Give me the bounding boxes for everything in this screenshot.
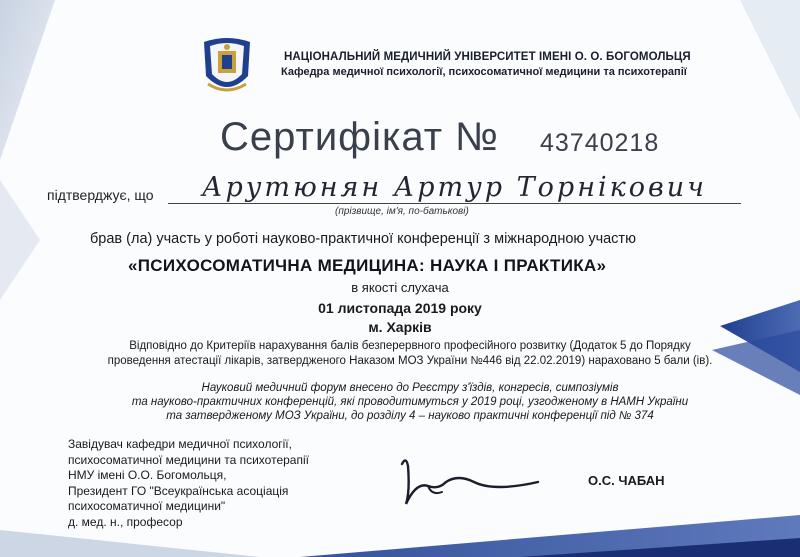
participation-text: брав (ла) участь у роботі науково-практичної конференції з міжнародною участю [90,231,636,247]
department-name: Кафедра медичної психології, психосоматичної медицини та психотерапії [281,66,687,78]
signer-line: д. мед. н., професор [68,514,183,529]
note-line: та науково-практичних конференцій, які проводитимуться у 2019 році, узгодженому в НАМН України [131,396,689,408]
confirms-label: підтверджує, що [47,187,154,203]
signer-name: О.С. ЧАБАН [588,473,665,488]
criteria-line: проведення атестації лікарів, затвердженого Наказом МОЗ України №446 від 22.02.2019) нараховано 5 бали (ів). [107,355,713,367]
signer-line: психосоматичної медицини" [68,499,226,513]
signer-line: Завідувач кафедри медичної психології, [68,437,292,451]
signer-title [68,437,309,530]
signer-line: Президент ГО "Всеукраїнська асоціація [68,483,289,498]
conference-title: «ПСИХОСОМАТИЧНА МЕДИЦИНА: НАУКА І ПРАКТИКА» [128,256,607,275]
event-city: м. Харків [368,319,432,335]
signer-line: НМУ імені О.О. Богомольця, [68,468,227,482]
certificate-number: 43740218 [540,129,660,157]
university-crest-icon [198,36,256,96]
note-line: Науковий медичний форум внесено до Реєстру з'їздів, конгресів, симпозіумів [201,382,619,394]
signer-line: психосоматичної медицини та психотерапії [68,452,309,467]
name-hint: (прізвище, ім'я, по-батькові) [335,206,469,217]
handwritten-signature [398,452,548,512]
certificate-title: Сертифікат № [220,115,500,159]
criteria-line: Відповідно до Критеріїв нарахування балів безперервного професійного розвитку (Додаток 5 до Порядку [129,340,691,352]
participant-role: в якості слухача [351,280,449,295]
institution-header [198,36,758,96]
note-line: та затвердженому МОЗ України, до розділу 4 – науково практичні конференції під № 374 [166,410,654,422]
credit-criteria [90,339,730,369]
event-date: 01 листопада 2019 року [318,300,482,316]
registry-note [70,381,750,423]
university-name: НАЦІОНАЛЬНИЙ МЕДИЧНИЙ УНІВЕРСИТЕТ ІМЕНІ О. О. БОГОМОЛЬЦЯ [284,51,691,63]
name-underline [168,203,741,204]
recipient-name: Арутюнян Артур Торнікович [202,172,707,203]
